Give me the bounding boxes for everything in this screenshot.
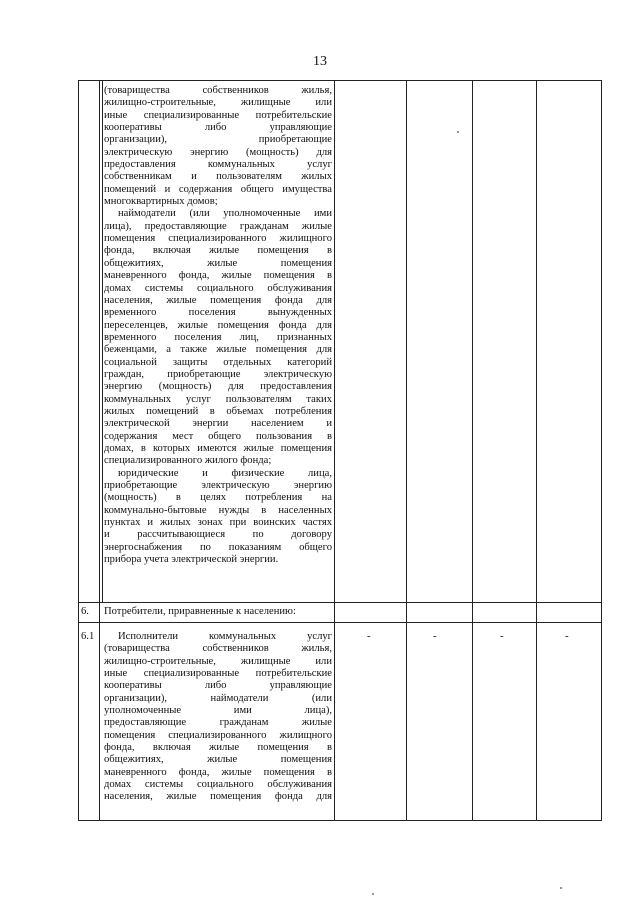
- scan-speck: [560, 887, 562, 889]
- row-6-1-value-4: -: [565, 630, 569, 642]
- table-row-6-1: [78, 631, 602, 817]
- scan-speck: [372, 893, 374, 895]
- row-6-1-value-2: -: [433, 630, 437, 642]
- row-6-1-value-3: -: [500, 630, 504, 642]
- table-row-6: [78, 606, 602, 620]
- tariff-table: [78, 80, 602, 821]
- row-divider-6: [78, 602, 602, 603]
- table-border-top: [78, 80, 602, 81]
- scan-speck: [457, 131, 459, 133]
- row-divider-6-1: [78, 622, 602, 623]
- table-row-continued: [78, 85, 602, 600]
- row-6-number: 6.: [81, 606, 89, 617]
- row-6-1-number: 6.1: [81, 631, 95, 642]
- continued-description: (товарищества собственников жилья, жилищно-строительные, жилищные или иные специализированные потребительские кооперативы либо управляющие организации), приобретающие электрическую энергию (мощность) для предоставления коммунальных услуг собственникам и пользователям жилых помещений и содержания общего имущества многоквартирных домов; наймодатели (или уполномоченные ими лица), предоставляющие гражданам жилые помещения специализированного жилищного фонда, включая жилые помещения в общежитиях, жилые помещения маневренного фонда, жилые помещения в домах системы социального обслуживания населения, жилые помещения фонда для временного поселения вынужденных переселенцев, жилые помещения фонда для временного поселения лиц, признанных беженцами, а также жилые помещения для социальной защиты отдельных категорий граждан, приобретающие электрическую энергию (мощность) для предоставления коммунальных услуг пользователям таких жилых помещений в объемах потребления электрической энергии населением и содержания мест общего пользования в домах, в которых имеются жилые помещения специализированного жилого фонда; юридические и физические лица, приобретающие электрическую энергию (мощность) в целях потребления на коммунально-бытовые нужды в населенных пунктах и жилых зонах при воинских частях и рассчитывающиеся по договору энергоснабжения по показаниям общего прибора учета электрической энергии.: [104, 85, 332, 566]
- page-number: 13: [313, 54, 327, 69]
- row-6-1-description: Исполнители коммунальных услуг (товарищества собственников жилья, жилищно-строительные, жилищные или иные специализированные потребительские кооперативы либо управляющие организации), наймодатели (или уполномоченные ими лица), предоставляющие гражданам жилые помещения специализированного жилищного фонда, включая жилые помещения в общежитиях, жилые помещения маневренного фонда, жилые помещения в домах системы социального обслуживания населения, жилые помещения фонда для: [104, 631, 332, 803]
- row-6-1-value-1: -: [367, 630, 371, 642]
- table-border-bottom: [78, 820, 602, 821]
- row-6-description: Потребители, приравненные к населению:: [104, 606, 296, 617]
